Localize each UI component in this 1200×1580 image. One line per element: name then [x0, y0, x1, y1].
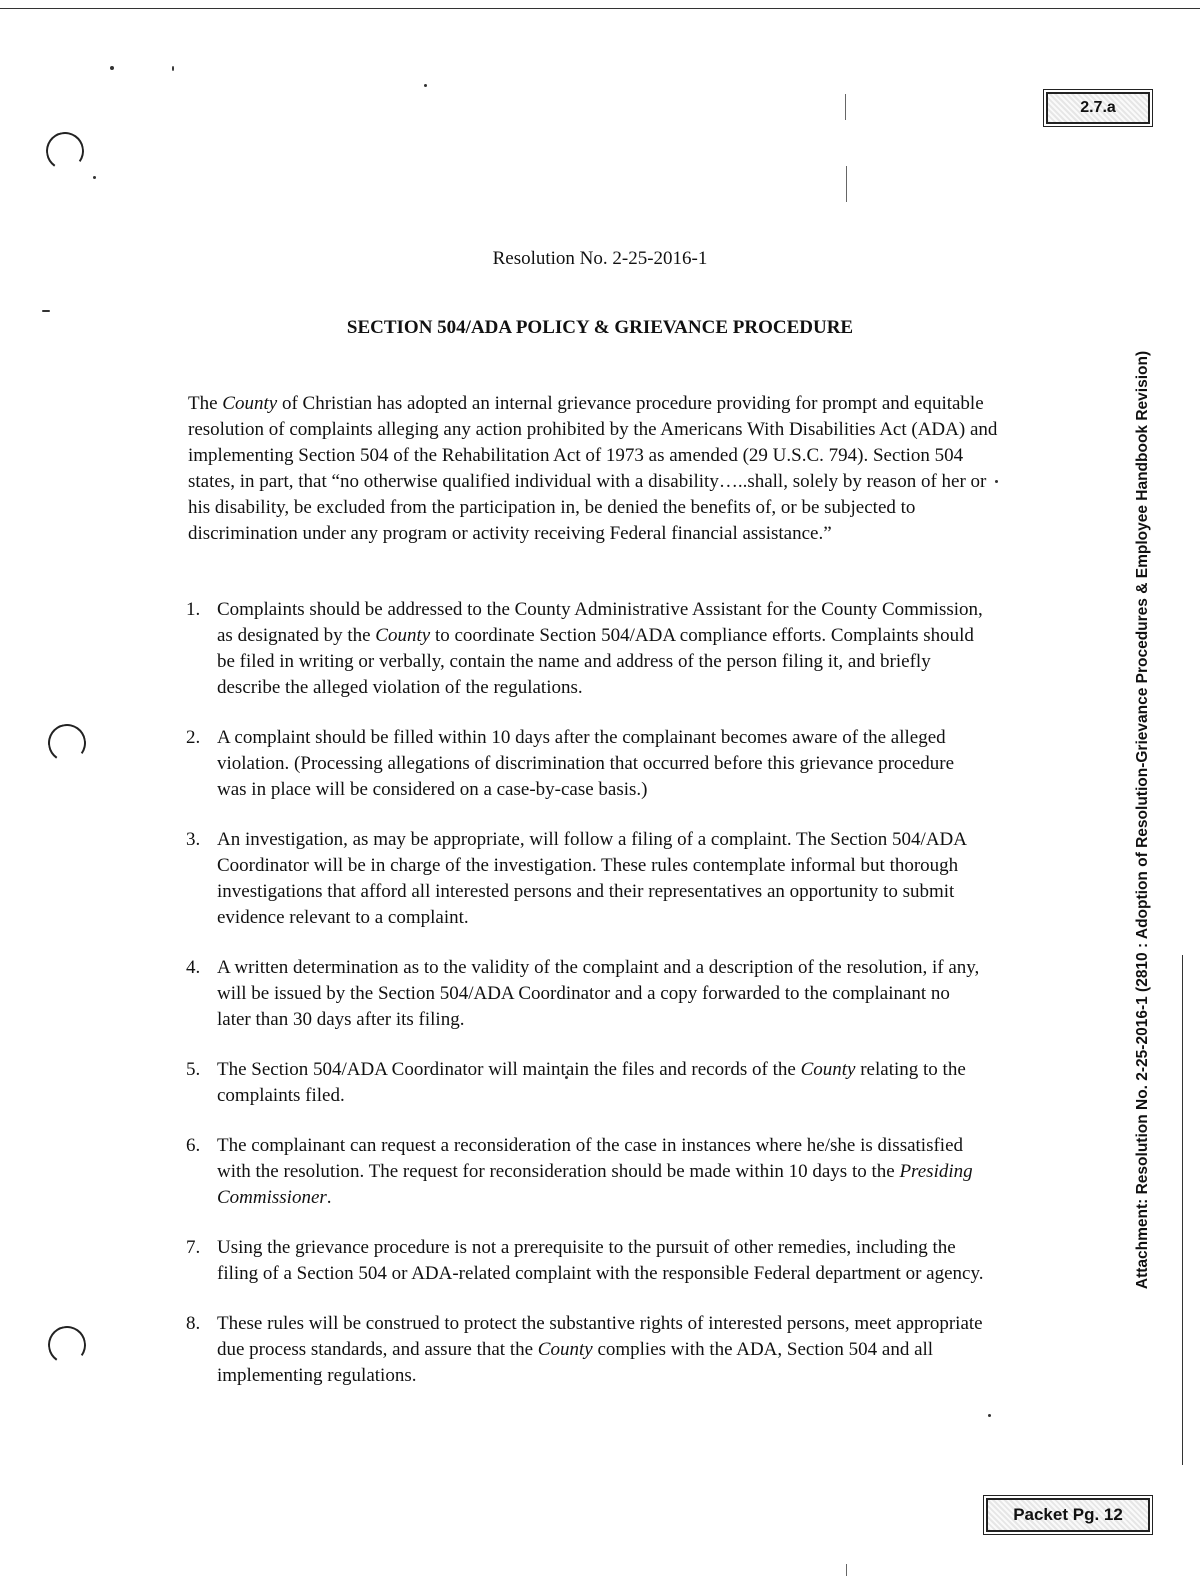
item-number: 8.	[186, 1313, 201, 1334]
item-text-part: These rules will be construed to protect the substantive rights of interested persons, meet appropriate due process standards, and assure that the	[217, 1313, 983, 1360]
packet-page-stamp: Packet Pg. 12	[986, 1498, 1150, 1532]
scan-speck	[93, 176, 96, 179]
item-text	[217, 955, 986, 1033]
resolution-number: Resolution No. 2-25-2016-1	[492, 248, 708, 269]
item-number: 4.	[186, 957, 201, 978]
scan-speck	[172, 66, 174, 71]
scan-mark	[846, 166, 847, 202]
list-item	[186, 1235, 986, 1287]
item-text	[217, 1057, 986, 1109]
list-item	[186, 725, 986, 803]
item-number: 7.	[186, 1237, 201, 1258]
intro-county-italic: County	[222, 393, 278, 414]
punch-hole-mark	[45, 721, 89, 765]
item-text-part: The complainant can request a reconsideration of the case in instances where he/she is dissatisfied with the resolution. The request for reconsideration should be made within 10 days to the	[217, 1135, 964, 1182]
item-number-stamp: 2.7.a	[1046, 92, 1150, 124]
item-text-part: Using the grievance procedure is not a prerequisite to the pursuit of other remedies, including the filing of a Section 504 or ADA-related complaint with the responsible Federal department or agency.	[217, 1237, 984, 1284]
item-text	[217, 597, 986, 701]
intro-text: of Christian has adopted an internal grievance procedure providing for prompt and equitable resolution of complaints alleging any action prohibited by the Americans With Disabilities Act (ADA) and implementing Section 504 of the Rehabilitation Act of 1973 as amended (29 U.S.C. 794). Section 504 states, in part, that “no otherwise qualified individual with a disability…..shall, solely by reason of her or his disability, be excluded from the participation in, be denied the benefits of, or be subjected to discrimination under any program or activity receiving Federal financial assistance.”	[188, 393, 998, 544]
item-text	[217, 1311, 986, 1389]
procedure-list	[186, 597, 986, 1413]
punch-hole-mark	[43, 129, 87, 173]
item-text	[217, 725, 986, 803]
list-item	[186, 597, 986, 701]
page-title: SECTION 504/ADA POLICY & GRIEVANCE PROCEDURE	[346, 317, 854, 338]
item-text-italic: County	[800, 1059, 856, 1080]
item-text-part: Complaints should be addressed to the County Administrative Assistant for the County Commission, as designated by the	[217, 599, 983, 646]
attachment-side-note: Attachment: Resolution No. 2-25-2016-1 (2810 : Adoption of Resolution-Grievance Procedures & Employee Handbook Revision)	[1134, 350, 1151, 1290]
scan-mark	[846, 1564, 847, 1576]
list-item	[186, 1311, 986, 1389]
list-item	[186, 1057, 986, 1109]
item-text	[217, 827, 986, 931]
scan-mark	[845, 94, 846, 120]
item-text-part: complies with the ADA, Section 504 and all implementing regulations.	[217, 1339, 934, 1386]
item-text-part: .	[326, 1187, 332, 1208]
scan-speck	[988, 1414, 991, 1417]
item-text-italic: County	[537, 1339, 593, 1360]
scan-speck	[42, 310, 50, 312]
scan-speck	[424, 84, 427, 87]
list-item	[186, 955, 986, 1033]
item-text	[217, 1133, 986, 1211]
item-text-italic: County	[375, 625, 431, 646]
intro-text: The	[188, 393, 223, 414]
item-text-italic: Presiding Commissioner	[217, 1161, 973, 1208]
item-text-part: to coordinate Section 504/ADA compliance efforts. Complaints should be filed in writing or verbally, contain the name and address of the person filing it, and briefly describe the alleged violation of the regulations.	[217, 625, 974, 698]
punch-hole-mark	[45, 1323, 89, 1367]
item-number: 2.	[186, 727, 201, 748]
item-text-part: A complaint should be filled within 10 days after the complainant becomes aware of the alleged violation. (Processing allegations of discrimination that occurred before this grievance procedure was in place will be considered on a case-by-case basis.)	[217, 727, 955, 800]
top-border-line	[0, 8, 1200, 9]
right-border-line	[1182, 955, 1183, 1465]
item-number: 5.	[186, 1059, 201, 1080]
item-number: 6.	[186, 1135, 201, 1156]
intro-paragraph	[188, 391, 1000, 547]
item-text-part: An investigation, as may be appropriate, will follow a filing of a complaint. The Section 504/ADA Coordinator will be in charge of the investigation. These rules contemplate informal but thorough investigations that afford all interested persons and their representatives an opportunity to submit evidence relevant to a complaint.	[217, 829, 966, 928]
item-text-part: The Section 504/ADA Coordinator will maintain the files and records of the	[217, 1059, 801, 1080]
scan-speck	[110, 66, 114, 70]
item-text-part: A written determination as to the validity of the complaint and a description of the resolution, if any, will be issued by the Section 504/ADA Coordinator and a copy forwarded to the complainant no later than 30 days after its filing.	[217, 957, 980, 1030]
list-item	[186, 827, 986, 931]
list-item	[186, 1133, 986, 1211]
item-number: 3.	[186, 829, 201, 850]
item-number: 1.	[186, 599, 201, 620]
item-text	[217, 1235, 986, 1287]
item-text-part: relating to the complaints filed.	[217, 1059, 966, 1106]
